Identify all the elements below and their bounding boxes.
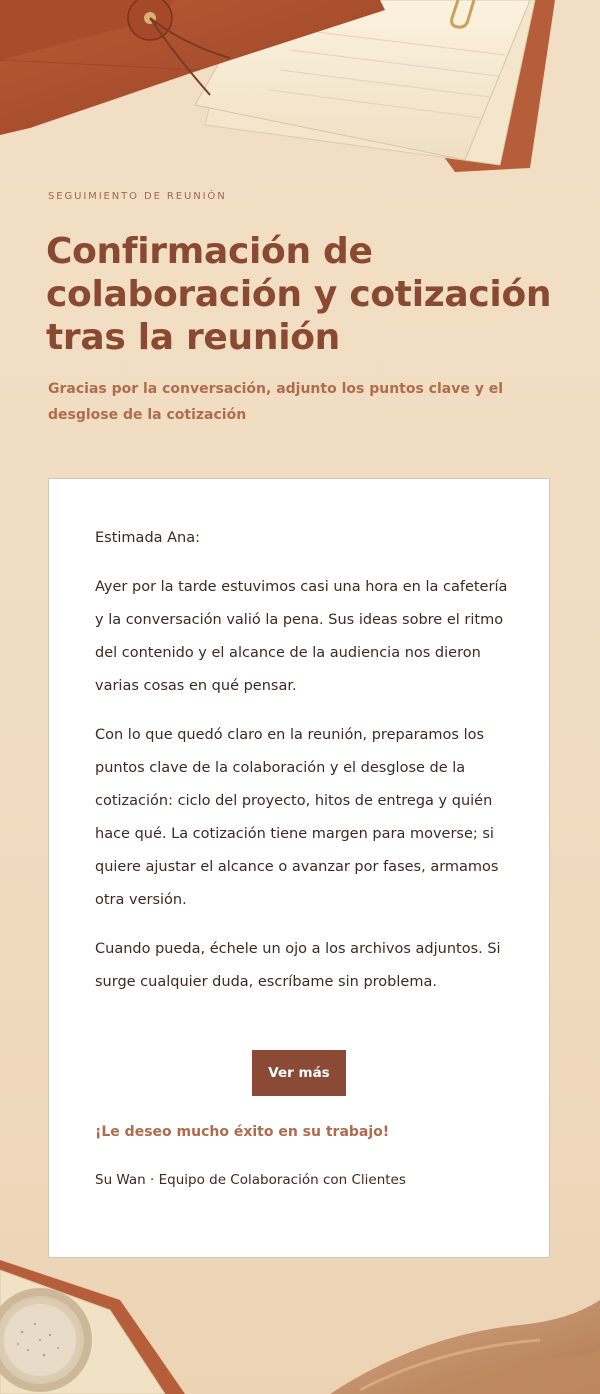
letter-paragraph-3: Cuando pueda, échele un ojo a los archivos adjuntos. Si surge cualquier duda, escríbame sin problema. — [95, 941, 501, 990]
letter-body — [95, 523, 513, 1015]
header-illustration — [0, 0, 600, 185]
page-title: Confirmación de colaboración y cotización tras la reunión — [46, 231, 552, 358]
sender-signature: Su Wan · Equipo de Colaboración con Clientes — [95, 1172, 406, 1188]
page-subtitle: Gracias por la conversación, adjunto los puntos clave y el desglose de la cotización — [48, 381, 504, 423]
letter-paragraph-1: Ayer por la tarde estuvimos casi una hora en la cafetería y la conversación valió la pena. Sus ideas sobre el ritmo del contenido y el alcance de la audiencia nos dieron varias cosas en qué pensar. — [95, 579, 508, 694]
letter-greeting: Estimada Ana: — [95, 530, 201, 546]
see-more-button[interactable]: Ver más — [252, 1050, 346, 1096]
letter-card — [48, 478, 550, 1258]
cta-container — [49, 1050, 549, 1096]
closing-wish: ¡Le deseo mucho éxito en su trabajo! — [95, 1124, 390, 1140]
section-eyebrow: SEGUIMIENTO DE REUNIÓN — [48, 191, 227, 202]
footer-illustration — [0, 1240, 600, 1394]
letter-paragraph-2: Con lo que quedó claro en la reunión, preparamos los puntos clave de la colaboración y el desglose de la cotización: ciclo del proyecto, hitos de entrega y quién hace qué. La cotización tiene margen para moverse; si quiere ajustar el alcance o avanzar por fases, armamos otra versión. — [95, 727, 499, 908]
envelope-papers-illustration — [0, 0, 600, 185]
coffee-cup-fabric-illustration — [0, 1240, 600, 1394]
